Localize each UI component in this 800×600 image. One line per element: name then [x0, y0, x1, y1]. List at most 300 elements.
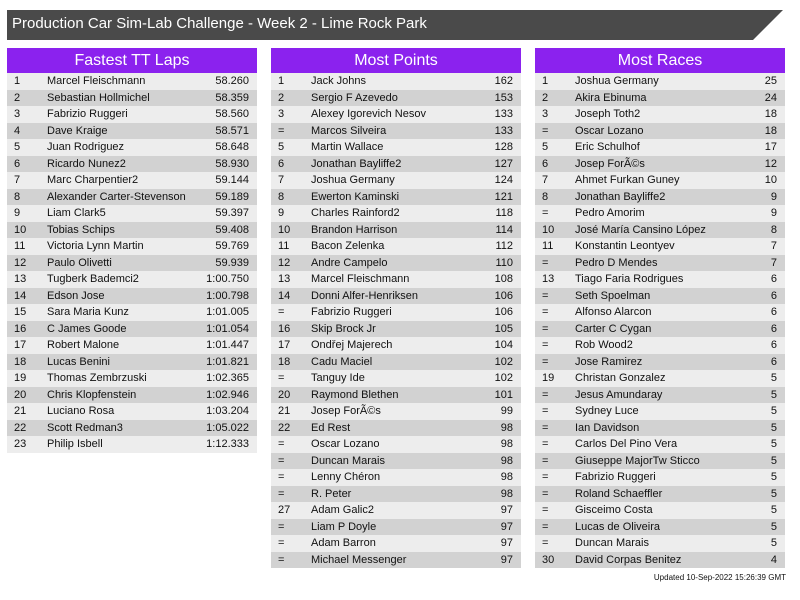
table-row — [7, 90, 257, 107]
driver-name-cell: Carlos Del Pino Vera — [575, 438, 678, 450]
value-cell: 1:01.005 — [206, 306, 249, 318]
rank-cell: = — [542, 124, 549, 137]
rank-cell: 21 — [14, 405, 27, 417]
value-cell: 5 — [770, 421, 777, 434]
table-row — [535, 238, 785, 255]
driver-name-cell: Marcos Silveira — [311, 124, 387, 137]
rank-cell: 7 — [278, 174, 285, 186]
value-cell: 124 — [494, 174, 513, 186]
table-row — [535, 255, 785, 272]
driver-name-cell: Liam P Doyle — [311, 520, 377, 533]
driver-name-cell: Lucas de Oliveira — [575, 520, 660, 533]
value-cell: 5 — [770, 388, 777, 401]
table-row — [7, 337, 257, 354]
table-row — [7, 205, 257, 222]
rank-cell: 1 — [278, 75, 285, 87]
table-row — [535, 189, 785, 206]
value-cell: 5 — [770, 520, 777, 533]
rank-cell: 30 — [542, 553, 555, 566]
driver-name-cell: Martin Wallace — [311, 141, 384, 153]
table-row — [535, 139, 785, 156]
value-cell: 59.769 — [215, 240, 249, 252]
driver-name-cell: Edson Jose — [47, 289, 105, 302]
rank-cell: 20 — [14, 388, 27, 401]
rank-cell: = — [542, 289, 549, 302]
value-cell: 108 — [494, 273, 513, 285]
rank-cell: = — [542, 504, 549, 516]
table-row — [535, 304, 785, 321]
table-row — [271, 205, 521, 222]
table-row — [271, 156, 521, 173]
value-cell: 1:01.054 — [206, 322, 249, 335]
table-row — [271, 238, 521, 255]
rank-cell: 18 — [278, 355, 291, 368]
driver-name-cell: R. Peter — [311, 487, 352, 500]
driver-name-cell: Charles Rainford2 — [311, 207, 400, 219]
driver-name-cell: Sergio F Azevedo — [311, 91, 398, 104]
table-row — [271, 337, 521, 354]
value-cell: 1:00.750 — [206, 273, 249, 285]
rank-cell: 5 — [14, 141, 21, 153]
table-row — [535, 535, 785, 552]
value-cell: 7 — [770, 256, 777, 269]
table-row — [7, 189, 257, 206]
rank-cell: 11 — [278, 240, 290, 252]
driver-name-cell: Jonathan Bayliffe2 — [575, 190, 666, 203]
rank-cell: = — [278, 454, 285, 467]
page-title: Production Car Sim-Lab Challenge - Week 2 - Lime Rock Park — [12, 15, 427, 32]
rank-cell: 7 — [14, 174, 21, 186]
table-row — [7, 106, 257, 123]
value-cell: 18 — [764, 124, 777, 137]
fastest-laps-header: Fastest TT Laps — [7, 48, 257, 73]
rank-cell: 10 — [14, 223, 27, 236]
driver-name-cell: Thomas Zembrzuski — [47, 372, 147, 384]
table-row — [271, 535, 521, 552]
value-cell: 5 — [770, 471, 777, 483]
driver-name-cell: Oscar Lozano — [311, 438, 380, 450]
driver-name-cell: Alexey Igorevich Nesov — [311, 108, 426, 120]
value-cell: 58.648 — [215, 141, 249, 153]
driver-name-cell: Roland Schaeffler — [575, 487, 663, 500]
table-row — [7, 420, 257, 437]
value-cell: 98 — [500, 438, 513, 450]
value-cell: 5 — [770, 438, 777, 450]
value-cell: 5 — [770, 537, 777, 549]
rank-cell: 2 — [278, 91, 285, 104]
driver-name-cell: Scott Redman3 — [47, 421, 123, 434]
rank-cell: 6 — [542, 157, 549, 170]
driver-name-cell: Cadu Maciel — [311, 355, 373, 368]
table-row — [535, 436, 785, 453]
table-row — [535, 321, 785, 338]
value-cell: 118 — [495, 207, 513, 219]
table-row — [7, 354, 257, 371]
value-cell: 99 — [500, 405, 513, 417]
table-row — [535, 486, 785, 503]
value-cell: 6 — [770, 355, 777, 368]
rank-cell: = — [542, 537, 549, 549]
table-row — [7, 73, 257, 90]
value-cell: 17 — [764, 141, 777, 153]
value-cell: 5 — [770, 454, 777, 467]
rank-cell: = — [278, 372, 285, 384]
value-cell: 1:03.204 — [206, 405, 249, 417]
table-row — [535, 354, 785, 371]
driver-name-cell: Lenny Chéron — [311, 471, 381, 483]
rank-cell: 5 — [278, 141, 285, 153]
rank-cell: 20 — [278, 388, 291, 401]
rank-cell: 19 — [542, 372, 555, 384]
value-cell: 5 — [770, 504, 777, 516]
driver-name-cell: Joshua Germany — [575, 75, 659, 87]
rank-cell: 8 — [14, 190, 21, 203]
rank-cell: 10 — [542, 223, 555, 236]
driver-name-cell: Marcel Fleischmann — [47, 75, 146, 87]
rank-cell: 13 — [542, 273, 555, 285]
rank-cell: 3 — [278, 108, 285, 120]
value-cell: 98 — [500, 421, 513, 434]
table-row — [535, 90, 785, 107]
rank-cell: = — [278, 306, 285, 318]
table-row — [7, 222, 257, 239]
table-row — [271, 172, 521, 189]
table-row — [7, 139, 257, 156]
table-row — [535, 469, 785, 486]
driver-name-cell: Fabrizio Ruggeri — [311, 306, 392, 318]
table-row — [535, 519, 785, 536]
table-row — [535, 73, 785, 90]
value-cell: 127 — [494, 157, 513, 170]
table-row — [271, 288, 521, 305]
driver-name-cell: Josep ForÃ©s — [575, 157, 645, 170]
value-cell: 97 — [500, 537, 513, 549]
value-cell: 6 — [770, 339, 777, 351]
value-cell: 102 — [494, 372, 513, 384]
value-cell: 6 — [770, 289, 777, 302]
table-row — [535, 172, 785, 189]
rank-cell: = — [278, 520, 285, 533]
table-row — [535, 337, 785, 354]
value-cell: 25 — [764, 75, 777, 87]
rank-cell: 23 — [14, 438, 27, 450]
driver-name-cell: Bacon Zelenka — [311, 240, 385, 252]
table-row — [535, 502, 785, 519]
rank-cell: 10 — [278, 223, 291, 236]
value-cell: 133 — [494, 108, 513, 120]
rank-cell: = — [542, 438, 549, 450]
driver-name-cell: Marcel Fleischmann — [311, 273, 410, 285]
value-cell: 153 — [494, 91, 513, 104]
table-row — [271, 469, 521, 486]
rank-cell: = — [542, 322, 549, 335]
driver-name-cell: Akira Ebinuma — [575, 91, 647, 104]
driver-name-cell: Juan Rodriguez — [47, 141, 125, 153]
rank-cell: 17 — [278, 339, 291, 351]
rank-cell: 4 — [14, 124, 21, 137]
rank-cell: 1 — [14, 75, 21, 87]
rank-cell: 7 — [542, 174, 549, 186]
driver-name-cell: Lucas Benini — [47, 355, 110, 368]
rank-cell: 11 — [542, 240, 554, 252]
value-cell: 12 — [764, 157, 777, 170]
rank-cell: 16 — [278, 322, 291, 335]
fastest-laps-list — [7, 73, 257, 453]
rank-cell: = — [542, 207, 549, 219]
driver-name-cell: Dave Kraige — [47, 124, 108, 137]
table-row — [271, 90, 521, 107]
table-row — [535, 271, 785, 288]
value-cell: 98 — [500, 487, 513, 500]
rank-cell: = — [542, 487, 549, 500]
most-races-header: Most Races — [535, 48, 785, 73]
driver-name-cell: Ondřej Majerech — [311, 339, 393, 351]
value-cell: 101 — [494, 388, 513, 401]
rank-cell: 13 — [14, 273, 27, 285]
value-cell: 121 — [494, 190, 513, 203]
table-row — [7, 238, 257, 255]
table-row — [7, 370, 257, 387]
rank-cell: = — [278, 124, 285, 137]
driver-name-cell: Tiago Faria Rodrigues — [575, 273, 684, 285]
value-cell: 9 — [770, 190, 777, 203]
value-cell: 114 — [495, 223, 513, 236]
driver-name-cell: Jack Johns — [311, 75, 367, 87]
table-row — [271, 189, 521, 206]
value-cell: 6 — [770, 306, 777, 318]
table-row — [7, 288, 257, 305]
value-cell: 97 — [500, 520, 513, 533]
table-row — [271, 222, 521, 239]
rank-cell: = — [542, 520, 549, 533]
driver-name-cell: Jesus Amundaray — [575, 388, 663, 401]
most-races-panel — [535, 48, 785, 568]
driver-name-cell: Ian Davidson — [575, 421, 640, 434]
value-cell: 6 — [770, 273, 777, 285]
table-row — [271, 73, 521, 90]
driver-name-cell: Tugberk Bademci2 — [47, 273, 139, 285]
driver-name-cell: Sara Maria Kunz — [47, 306, 129, 318]
rank-cell: 22 — [14, 421, 27, 434]
rank-cell: = — [278, 553, 285, 566]
rank-cell: 2 — [14, 91, 21, 104]
driver-name-cell: David Corpas Benitez — [575, 553, 682, 566]
rank-cell: = — [542, 388, 549, 401]
value-cell: 10 — [764, 174, 777, 186]
table-row — [271, 453, 521, 470]
table-row — [535, 403, 785, 420]
value-cell: 1:01.821 — [206, 355, 249, 368]
rank-cell: 17 — [14, 339, 27, 351]
table-row — [271, 420, 521, 437]
table-row — [271, 370, 521, 387]
value-cell: 4 — [770, 553, 777, 566]
table-row — [535, 420, 785, 437]
value-cell: 58.571 — [215, 124, 249, 137]
driver-name-cell: Adam Galic2 — [311, 504, 374, 516]
driver-name-cell: Duncan Marais — [311, 454, 385, 467]
value-cell: 58.930 — [215, 157, 249, 170]
title-banner-tip — [753, 10, 783, 40]
value-cell: 59.408 — [215, 223, 249, 236]
table-row — [271, 502, 521, 519]
value-cell: 59.397 — [215, 207, 249, 219]
rank-cell: 13 — [278, 273, 291, 285]
rank-cell: 1 — [542, 75, 549, 87]
value-cell: 110 — [495, 256, 513, 269]
rank-cell: = — [542, 421, 549, 434]
driver-name-cell: Donni Alfer-Henriksen — [311, 289, 418, 302]
driver-name-cell: Victoria Lynn Martin — [47, 240, 144, 252]
rank-cell: 22 — [278, 421, 291, 434]
value-cell: 98 — [500, 471, 513, 483]
rank-cell: = — [278, 537, 285, 549]
driver-name-cell: Ahmet Furkan Guney — [575, 174, 680, 186]
table-row — [7, 387, 257, 404]
driver-name-cell: Fabrizio Ruggeri — [47, 108, 128, 120]
driver-name-cell: Chris Klopfenstein — [47, 388, 137, 401]
rank-cell: = — [542, 256, 549, 269]
value-cell: 106 — [494, 306, 513, 318]
table-row — [7, 271, 257, 288]
value-cell: 59.144 — [215, 174, 249, 186]
rank-cell: 16 — [14, 322, 27, 335]
rank-cell: 8 — [542, 190, 549, 203]
table-row — [7, 255, 257, 272]
driver-name-cell: Tobias Schips — [47, 223, 115, 236]
rank-cell: 27 — [278, 504, 291, 516]
value-cell: 59.939 — [215, 256, 249, 269]
value-cell: 24 — [764, 91, 777, 104]
rank-cell: 2 — [542, 91, 549, 104]
driver-name-cell: Robert Malone — [47, 339, 120, 351]
driver-name-cell: Michael Messenger — [311, 553, 407, 566]
table-row — [7, 156, 257, 173]
table-row — [271, 321, 521, 338]
table-row — [535, 370, 785, 387]
most-points-panel — [271, 48, 521, 568]
driver-name-cell: C James Goode — [47, 322, 127, 335]
driver-name-cell: Philip Isbell — [47, 438, 103, 450]
table-row — [7, 436, 257, 453]
value-cell: 112 — [495, 240, 513, 252]
rank-cell: 3 — [542, 108, 549, 120]
value-cell: 59.189 — [215, 190, 249, 203]
value-cell: 5 — [770, 487, 777, 500]
value-cell: 106 — [494, 289, 513, 302]
value-cell: 5 — [770, 372, 777, 384]
driver-name-cell: Jonathan Bayliffe2 — [311, 157, 402, 170]
driver-name-cell: Joseph Toth2 — [575, 108, 641, 120]
driver-name-cell: Sydney Luce — [575, 405, 639, 417]
most-points-header: Most Points — [271, 48, 521, 73]
table-row — [535, 453, 785, 470]
value-cell: 97 — [500, 553, 513, 566]
rank-cell: 15 — [14, 306, 27, 318]
driver-name-cell: Tanguy Ide — [311, 372, 365, 384]
driver-name-cell: Skip Brock Jr — [311, 322, 376, 335]
table-row — [271, 106, 521, 123]
value-cell: 1:12.333 — [206, 438, 249, 450]
value-cell: 18 — [764, 108, 777, 120]
rank-cell: = — [278, 487, 285, 500]
rank-cell: 12 — [278, 256, 291, 269]
driver-name-cell: Christan Gonzalez — [575, 372, 666, 384]
driver-name-cell: Duncan Marais — [575, 537, 649, 549]
driver-name-cell: Pedro D Mendes — [575, 256, 658, 269]
driver-name-cell: Raymond Blethen — [311, 388, 399, 401]
value-cell: 58.359 — [215, 91, 249, 104]
value-cell: 8 — [770, 223, 777, 236]
driver-name-cell: Adam Barron — [311, 537, 376, 549]
driver-name-cell: José María Cansino López — [575, 223, 706, 236]
rank-cell: 18 — [14, 355, 27, 368]
updated-timestamp: Updated 10-Sep-2022 15:26:39 GMT — [653, 573, 786, 582]
table-row — [535, 387, 785, 404]
driver-name-cell: Ewerton Kaminski — [311, 190, 400, 203]
driver-name-cell: Jose Ramirez — [575, 355, 643, 368]
rank-cell: = — [278, 438, 285, 450]
value-cell: 58.560 — [215, 108, 249, 120]
rank-cell: 8 — [278, 190, 285, 203]
value-cell: 6 — [770, 322, 777, 335]
table-row — [271, 304, 521, 321]
driver-name-cell: Ricardo Nunez2 — [47, 157, 126, 170]
most-races-list — [535, 73, 785, 568]
rank-cell: 5 — [542, 141, 549, 153]
rank-cell: 9 — [278, 207, 285, 219]
rank-cell: = — [542, 355, 549, 368]
value-cell: 102 — [494, 355, 513, 368]
rank-cell: 9 — [14, 207, 21, 219]
rank-cell: 12 — [14, 256, 27, 269]
rank-cell: 21 — [278, 405, 291, 417]
table-row — [271, 354, 521, 371]
table-row — [7, 321, 257, 338]
value-cell: 104 — [494, 339, 513, 351]
driver-name-cell: Alfonso Alarcon — [575, 306, 652, 318]
driver-name-cell: Paulo Olivetti — [47, 256, 112, 269]
value-cell: 128 — [494, 141, 513, 153]
driver-name-cell: Liam Clark5 — [47, 207, 106, 219]
table-row — [535, 205, 785, 222]
rank-cell: 14 — [278, 289, 291, 302]
driver-name-cell: Rob Wood2 — [575, 339, 633, 351]
value-cell: 58.260 — [215, 75, 249, 87]
table-row — [271, 403, 521, 420]
rank-cell: = — [278, 471, 285, 483]
most-points-list — [271, 73, 521, 568]
driver-name-cell: Eric Schulhof — [575, 141, 640, 153]
table-row — [7, 403, 257, 420]
table-row — [535, 552, 785, 569]
driver-name-cell: Andre Campelo — [311, 256, 388, 269]
rank-cell: 6 — [14, 157, 21, 170]
table-row — [271, 255, 521, 272]
value-cell: 1:02.365 — [206, 372, 249, 384]
value-cell: 1:05.022 — [206, 421, 249, 434]
table-row — [535, 222, 785, 239]
rank-cell: 3 — [14, 108, 21, 120]
table-row — [271, 387, 521, 404]
rank-cell: 19 — [14, 372, 27, 384]
value-cell: 1:00.798 — [206, 289, 249, 302]
value-cell: 9 — [770, 207, 777, 219]
value-cell: 1:01.447 — [206, 339, 249, 351]
table-row — [271, 486, 521, 503]
rank-cell: = — [542, 306, 549, 318]
driver-name-cell: Seth Spoelman — [575, 289, 651, 302]
